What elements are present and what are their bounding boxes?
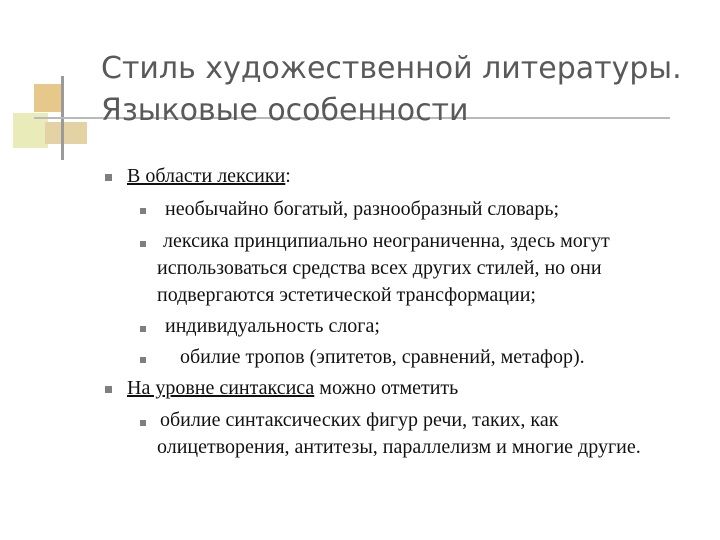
- sub-item-line: необычайно богатый, разнообразный словарь;: [165, 198, 560, 220]
- bullet-square-icon: [105, 386, 112, 393]
- title-line-1: Стиль художественной литературы.: [101, 51, 682, 86]
- bullet-square-icon: [140, 241, 146, 247]
- sub-item-line: лексика принципиально неограниченна, здесь могут: [163, 230, 610, 252]
- title-line-2: Языковые особенности: [101, 93, 469, 128]
- slide-title: [101, 48, 701, 132]
- sub-item-line: использоваться средства всех других стилей, но они: [157, 257, 602, 279]
- sub-item-line: индивидуальность слога;: [165, 315, 380, 337]
- decor-square-tan: [45, 122, 87, 144]
- bullet-square-icon: [140, 208, 146, 214]
- list-item-lead: [127, 375, 458, 402]
- bullet-square-icon: [140, 326, 146, 332]
- sub-item-line: обилие синтаксических фигур речи, таких, как: [160, 409, 559, 431]
- sub-item-line: обилие тропов (эпитетов, сравнений, метафор).: [180, 346, 585, 368]
- lead-rest: можно отметить: [314, 377, 459, 399]
- bullet-square-icon: [140, 357, 146, 363]
- lead-underlined: На уровне синтаксиса: [127, 377, 315, 399]
- decor-square-gold: [34, 84, 62, 112]
- bullet-square-icon: [140, 420, 146, 426]
- lead-underlined: В области лексики: [127, 165, 286, 187]
- sub-item-line: подвергаются эстетической трансформации;: [157, 284, 536, 306]
- lead-rest: :: [285, 165, 291, 187]
- sub-item-line: олицетворения, антитезы, параллелизм и многие другие.: [157, 436, 641, 458]
- bullet-square-icon: [105, 174, 112, 181]
- list-item-lead: [127, 163, 291, 190]
